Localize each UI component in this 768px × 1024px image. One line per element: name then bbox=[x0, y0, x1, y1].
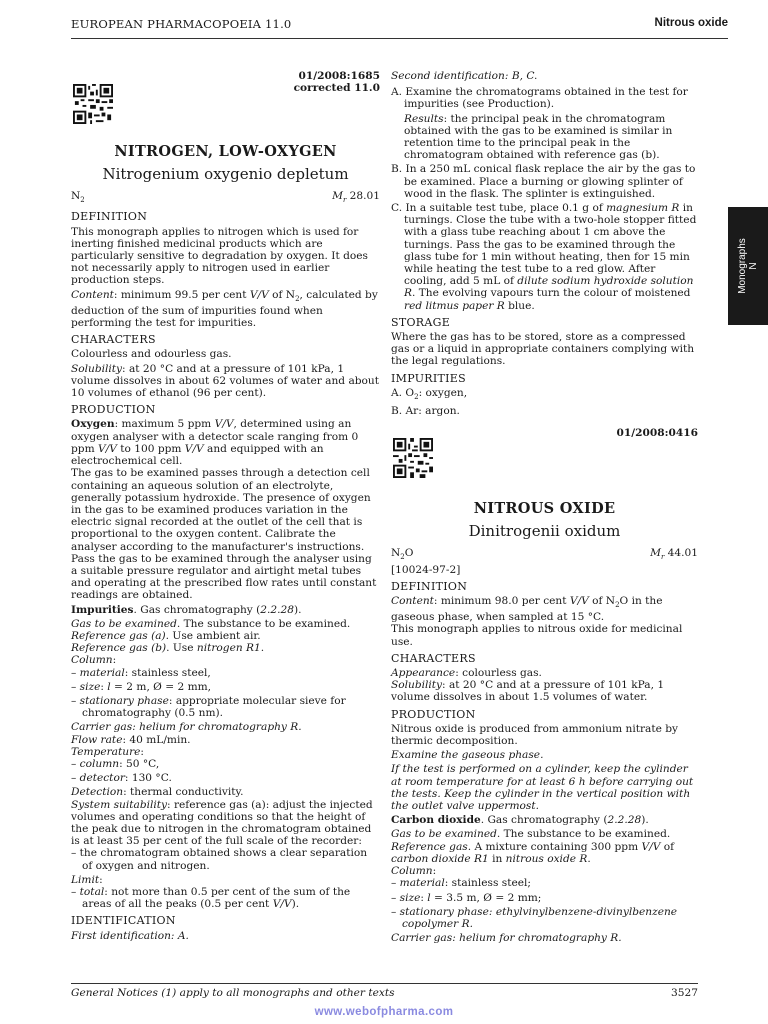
temperature-label: Temperature: bbox=[71, 745, 144, 758]
impurities-test: Impurities. Gas chromatography (2.2.28). bbox=[71, 603, 302, 616]
monograph-title: NITROUS OXIDE bbox=[473, 499, 616, 517]
identification-c: C. In a suitable test tube, place 0.1 g of magnesium R in turnings. Close the tube with a two-hole stopper fitted with a glass tube reaching about 1 cm above the turnings. Pass the gas to be examined through the glass tube for 1 min without heating, then for 15 min while heating the test tube to a red glow. After cooling, add 5 mL of dilute sodium hydroxide solution R. The evolving vapours turn the colour of moistened red litmus paper R blue. bbox=[391, 202, 697, 312]
solubility-text: Solubility: at 20 °C and at a pressure of 101 kPa, 1 volume dissolves in about 62 volumes of water and about 10 volumes of ethanol (96 per cent). bbox=[71, 362, 380, 400]
qr-code-icon[interactable] bbox=[73, 84, 113, 124]
cas-number: [10024-97-2] bbox=[391, 563, 461, 576]
flow-rate: Flow rate: 40 mL/min. bbox=[71, 733, 191, 746]
content-text: Content: minimum 98.0 per cent V/V of $N_2O$ in the gaseous phase, when sampled at 15 °C. bbox=[391, 594, 663, 624]
monograph-ref: 01/2008:0416 bbox=[616, 427, 698, 440]
system-suitability: System suitability: reference gas (a): adjust the injected volumes and operating conditions so that the height of the peak due to nitrogen in the chromatogram obtained is at least 35 per cent of the full scale of the recorder: bbox=[71, 798, 373, 848]
limit-total: – total: not more than 0.5 per cent of the sum of the areas of all the peaks (0.5 per cent V/V). bbox=[71, 886, 351, 911]
reference-gas-b: Reference gas (b). Use nitrogen R1. bbox=[71, 642, 265, 655]
reference-gas: Reference gas. A mixture containing 300 ppm V/V of carbon dioxide R1 in nitrous oxide R. bbox=[391, 840, 675, 865]
content-text: Content: minimum 99.5 per cent V/V of $N_2$, calculated by deduction of the sum of impurities found when performing the test for impurities. bbox=[71, 288, 378, 330]
carrier-gas: Carrier gas: helium for chromatography R. bbox=[71, 721, 302, 734]
qr-code-icon[interactable] bbox=[393, 438, 433, 478]
formula-line: $N_2O$ $M_r$ 44.01 bbox=[391, 547, 698, 562]
right-column bbox=[391, 70, 698, 944]
monograph-latin-name: Nitrogenium oxygenio depletum bbox=[102, 164, 349, 183]
section-heading: IMPURITIES bbox=[391, 371, 466, 385]
storage-text: Where the gas has to be stored, store as a compressed gas or a liquid in appropriate containers complying with the legal regulations. bbox=[391, 331, 695, 368]
column-phase: – stationary phase: appropriate molecular sieve for chromatography (0.5 nm). bbox=[71, 694, 346, 720]
side-tab[interactable] bbox=[728, 207, 768, 325]
definition-text: This monograph applies to nitrogen which is used for inerting finished medicinal products which are particularly sensitive to degradation by oxygen. It does not necessarily apply to nitrogen used in earlier production steps. bbox=[71, 225, 368, 287]
suitability-item: – the chromatogram obtained shows a clear separation of oxygen and nitrogen. bbox=[71, 847, 368, 872]
monograph-latin-name: Dinitrogenii oxidum bbox=[468, 522, 621, 540]
section-heading: IDENTIFICATION bbox=[71, 914, 176, 928]
column-label: Column: bbox=[71, 654, 117, 667]
carrier-gas: Carrier gas: helium for chromatography R. bbox=[391, 932, 622, 945]
cylinder-note: If the test is performed on a cylinder, keep the cylinder at room temperature for at least 6 h before carrying out the tests. Keep the cylinder in the vertical position with the outlet valve uppermost. bbox=[391, 763, 694, 813]
temperature-column: – column: 50 °C, bbox=[71, 757, 160, 770]
column-label: Column: bbox=[391, 865, 437, 878]
formula-line: $N_2$ $M_r$ 28.01 bbox=[71, 190, 380, 205]
column-material: – material: stainless steel, bbox=[71, 666, 211, 679]
section-heading: CHARACTERS bbox=[71, 333, 156, 347]
definition-text: This monograph applies to nitrous oxide for medicinal use. bbox=[391, 623, 683, 648]
oxygen-text: Oxygen: maximum 5 ppm V/V, determined using an oxygen analyser with a detector scale ranging from 0 ppm V/V to 100 ppm V/V and equipped with an electrochemical cell. bbox=[71, 418, 359, 468]
carbon-dioxide-test: Carbon dioxide. Gas chromatography (2.2.28). bbox=[391, 814, 649, 827]
solubility-text: Solubility: at 20 °C and at a pressure of 101 kPa, 1 volume dissolves in about 1.5 volumes of water. bbox=[391, 679, 665, 704]
first-identification: First identification: A. bbox=[71, 929, 189, 942]
column-material: – material: stainless steel; bbox=[391, 877, 531, 890]
watermark-link[interactable]: www.webofpharma.com bbox=[314, 1006, 454, 1018]
running-header bbox=[71, 14, 728, 34]
identification-b: B. In a 250 mL conical flask replace the air by the gas to be examined. Place a burning or glowing splinter of wood in the flask. The splinter is extinguished. bbox=[391, 163, 696, 200]
header-right: Nitrous oxide bbox=[654, 17, 728, 29]
monograph-title: NITROGEN, LOW-OXYGEN bbox=[114, 142, 337, 160]
footer-rule bbox=[71, 983, 698, 984]
impurity-a: A. $O_2$: oxygen, bbox=[391, 386, 468, 401]
column-size: – size: l = 2 m, Ø = 2 mm, bbox=[71, 680, 212, 693]
left-column bbox=[71, 70, 380, 944]
section-heading: PRODUCTION bbox=[71, 403, 156, 417]
section-heading: CHARACTERS bbox=[391, 651, 476, 665]
characters-text: Colourless and odourless gas. bbox=[71, 348, 232, 361]
production-text: Nitrous oxide is produced from ammonium nitrate by thermic decomposition. bbox=[391, 722, 679, 748]
header-rule bbox=[71, 38, 728, 39]
column-phase: – stationary phase: ethylvinylbenzene-divinylbenzene copolymer R. bbox=[391, 905, 678, 930]
temperature-detector: – detector: 130 °C. bbox=[71, 772, 172, 785]
identification-a: A. Examine the chromatograms obtained in the test for impurities (see Production). bbox=[391, 86, 688, 111]
detection: Detection: thermal conductivity. bbox=[71, 786, 244, 799]
footer-notice: General Notices (1) apply to all monographs and other texts bbox=[71, 987, 395, 999]
monograph-ref: 01/2008:1685 corrected 11.0 bbox=[293, 70, 380, 95]
appearance-text: Appearance: colourless gas. bbox=[391, 667, 542, 680]
reference-gas-a: Reference gas (a). Use ambient air. bbox=[71, 629, 261, 642]
limit-label: Limit: bbox=[71, 873, 103, 886]
page-number: 3527 bbox=[671, 987, 698, 999]
identification-results: Results: the principal peak in the chromatogram obtained with the gas to be examined is similar in retention time to the principal peak in the chromatogram obtained with reference gas (b). bbox=[404, 112, 673, 162]
section-heading: DEFINITION bbox=[71, 210, 148, 224]
column-size: – size: l = 3.5 m, Ø = 2 mm; bbox=[391, 891, 542, 904]
examine-phase: Examine the gaseous phase. bbox=[391, 749, 544, 762]
second-identification: Second identification: B, C. bbox=[391, 70, 538, 82]
impurity-b: B. Ar: argon. bbox=[391, 405, 460, 418]
section-heading: DEFINITION bbox=[391, 579, 468, 593]
production-paragraph: The gas to be examined passes through a detection cell containing an aqueous solution of an electrolyte, generally potassium hydroxide. The presence of oxygen in the gas to be examined produces variation in the electric signal recorded at the outlet of the cell that is proportional to the oxygen content. Calibrate the analyser according to the manufacturer's instructions. Pass the gas to be examined through the analyser using a suitable pressure regulator and airtight metal tubes and operating at the prescribed flow rates until constant readings are obtained. bbox=[71, 467, 377, 602]
side-tab-label: Monographs bbox=[737, 238, 748, 294]
gas-to-be-examined: Gas to be examined. The substance to be examined. bbox=[391, 828, 671, 841]
section-heading: STORAGE bbox=[391, 315, 451, 329]
side-tab-letter: N bbox=[748, 262, 759, 270]
header-left: EUROPEAN PHARMACOPOEIA 11.0 bbox=[71, 17, 292, 31]
section-heading: PRODUCTION bbox=[391, 707, 476, 721]
gas-to-be-examined: Gas to be examined. The substance to be examined. bbox=[71, 617, 351, 630]
